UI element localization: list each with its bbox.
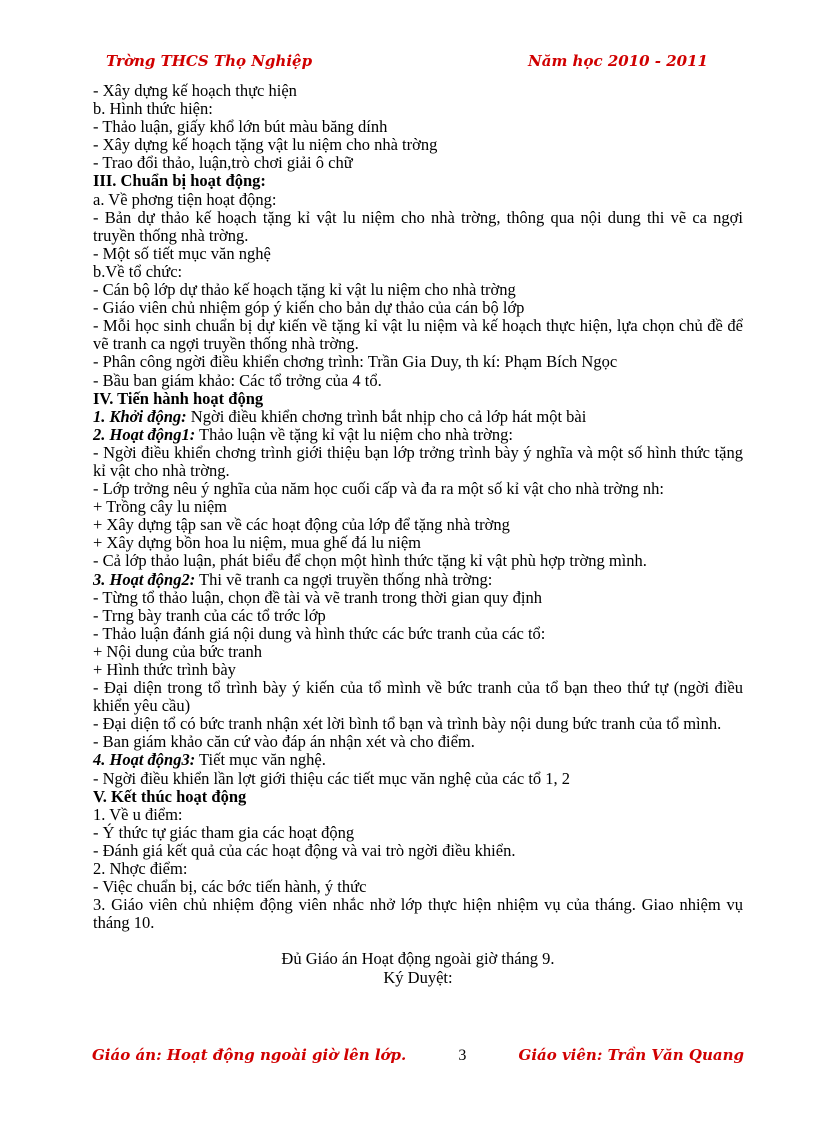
text-line: - Ngời điều khiển lần lợt giới thiệu các tiết mục văn nghệ của các tổ 1, 2 xyxy=(93,768,571,788)
text-line: - Cán bộ lớp dự thảo kế hoạch tặng kỉ vật lu niệm cho nhà trờng xyxy=(93,280,516,300)
text-line: b. Hình thức hiện: xyxy=(93,99,213,119)
activity-label: 4. Hoạt động3: xyxy=(93,750,196,770)
activity-line xyxy=(93,408,743,426)
page-number: 3 xyxy=(458,1047,467,1064)
text-line: - Giáo viên chủ nhiệm góp ý kiến cho bản dự thảo của cán bộ lớp xyxy=(93,298,525,318)
text-line: - Xây dựng kế hoạch tặng vật lu niệm cho nhà trờng xyxy=(93,135,438,155)
text-line: + Trồng cây lu niệm xyxy=(93,497,227,517)
text-paragraph: - Đại diện trong tổ trình bày ý kiến của tổ mình về bức tranh của tổ bạn theo thứ tự (ngời điều khiển yêu cầu) xyxy=(93,678,743,716)
text-paragraph: - Đại diện tổ có bức tranh nhận xét lời bình tổ bạn và trình bày nội dung bức tranh của tổ mình. xyxy=(93,714,722,734)
signature-label: Ký Duyệt: xyxy=(383,967,453,987)
activity-line xyxy=(93,751,743,769)
text-line: a. Về phơng tiện hoạt động: xyxy=(93,189,277,209)
activity-label: 2. Hoạt động1: xyxy=(93,424,196,444)
document-body xyxy=(93,82,743,987)
page-footer xyxy=(92,1046,744,1065)
text-line: 1. Về u điểm: xyxy=(93,804,183,824)
text-line: - Bầu ban giám khảo: Các tổ trởng của 4 tổ. xyxy=(93,370,382,390)
text-line: + Xây dựng tập san về các hoạt động của lớp để tặng nhà trờng xyxy=(93,515,510,535)
school-name: Trờng THCS Thọ Nghiệp xyxy=(106,52,313,70)
section-heading: V. Kết thúc hoạt động xyxy=(93,786,247,806)
text-line: - Cả lớp thảo luận, phát biểu để chọn một hình thức tặng kỉ vật phù hợp trờng mình. xyxy=(93,551,647,571)
text-line: - Đánh giá kết quả của các hoạt động và vai trò ngời điều khiển. xyxy=(93,840,516,860)
text-line: - Ý thức tự giác tham gia các hoạt động xyxy=(93,822,355,842)
activity-line xyxy=(93,571,743,589)
text-paragraph: - Lớp trởng nêu ý nghĩa của năm học cuối cấp và đa ra một số kỉ vật cho nhà trờng nh: xyxy=(93,479,664,499)
text-line: - Xây dựng kế hoạch thực hiện xyxy=(93,81,297,100)
text-line: - Việc chuẩn bị, các bớc tiến hành, ý thức xyxy=(93,877,367,897)
text-line: - Ban giám khảo căn cứ vào đáp án nhận xét và cho điểm. xyxy=(93,732,475,752)
text-line: - Thảo luận đánh giá nội dung và hình thức các bức tranh của các tổ: xyxy=(93,623,546,643)
text-line: 2. Nhợc điểm: xyxy=(93,859,188,879)
section-heading: III. Chuẩn bị hoạt động: xyxy=(93,171,266,191)
page-header xyxy=(92,52,744,70)
activity-text: Thi vẽ tranh ca ngợi truyền thống nhà trờng: xyxy=(195,569,493,589)
text-line: + Xây dựng bồn hoa lu niệm, mua ghế đá lu niệm xyxy=(93,533,422,553)
text-line: b.Về tổ chức: xyxy=(93,261,183,281)
text-line: - Phân công ngời điều khiển chơng trình: Trần Gia Duy, th kí: Phạm Bích Ngọc xyxy=(93,352,618,372)
text-line: + Nội dung của bức tranh xyxy=(93,641,262,661)
section-heading: IV. Tiến hành hoạt động xyxy=(93,388,264,408)
text-paragraph: 3. Giáo viên chủ nhiệm động viên nhắc nhở lớp thực hiện nhiệm vụ của tháng. Giao nhiệm vụ tháng 10. xyxy=(93,895,743,933)
activity-label: 3. Hoạt động2: xyxy=(93,569,196,589)
text-paragraph: - Bản dự thảo kế hoạch tặng kỉ vật lu niệm cho nhà trờng, thông qua nội dung thi vẽ ca ngợi truyền thống nhà trờng. xyxy=(93,207,743,245)
school-year: Năm học 2010 - 2011 xyxy=(528,52,708,70)
activity-line xyxy=(93,426,743,444)
text-paragraph: - Ngời điều khiển chơng trình giới thiệu bạn lớp trởng trình bày ý nghĩa và một số hình thức tặng kỉ vật cho nhà trờng. xyxy=(93,442,743,480)
text-paragraph: - Mỗi học sinh chuẩn bị dự kiến về tặng kỉ vật lu niệm và kế hoạch thực hiện, lựa chọn chủ đề để vẽ tranh ca ngợi truyền thống nhà trờng. xyxy=(93,316,743,354)
text-line: - Trao đổi thảo, luận,trò chơi giải ô chữ xyxy=(93,153,353,173)
activity-label: 1. Khởi động: xyxy=(93,406,187,426)
activity-text: Tiết mục văn nghệ. xyxy=(195,750,326,770)
text-line: - Thảo luận, giấy khổ lớn bút màu băng dính xyxy=(93,117,388,137)
closing-note: Đủ Giáo án Hoạt động ngoài giờ tháng 9. xyxy=(281,949,555,969)
text-line: - Từng tổ thảo luận, chọn đề tài và vẽ tranh trong thời gian quy định xyxy=(93,587,543,607)
spacer xyxy=(93,932,743,950)
lesson-title: Giáo án: Hoạt động ngoài giờ lên lớp. xyxy=(92,1046,407,1064)
text-line: - Trng bày tranh của các tổ trớc lớp xyxy=(93,605,326,625)
text-line: - Một số tiết mục văn nghệ xyxy=(93,243,271,263)
activity-text: Thảo luận về tặng kỉ vật lu niệm cho nhà trờng: xyxy=(195,424,513,444)
text-line: + Hình thức trình bày xyxy=(93,660,236,679)
activity-text: Ngời điều khiển chơng trình bắt nhịp cho cả lớp hát một bài xyxy=(186,406,587,426)
teacher-name: Giáo viên: Trần Văn Quang xyxy=(518,1046,744,1064)
